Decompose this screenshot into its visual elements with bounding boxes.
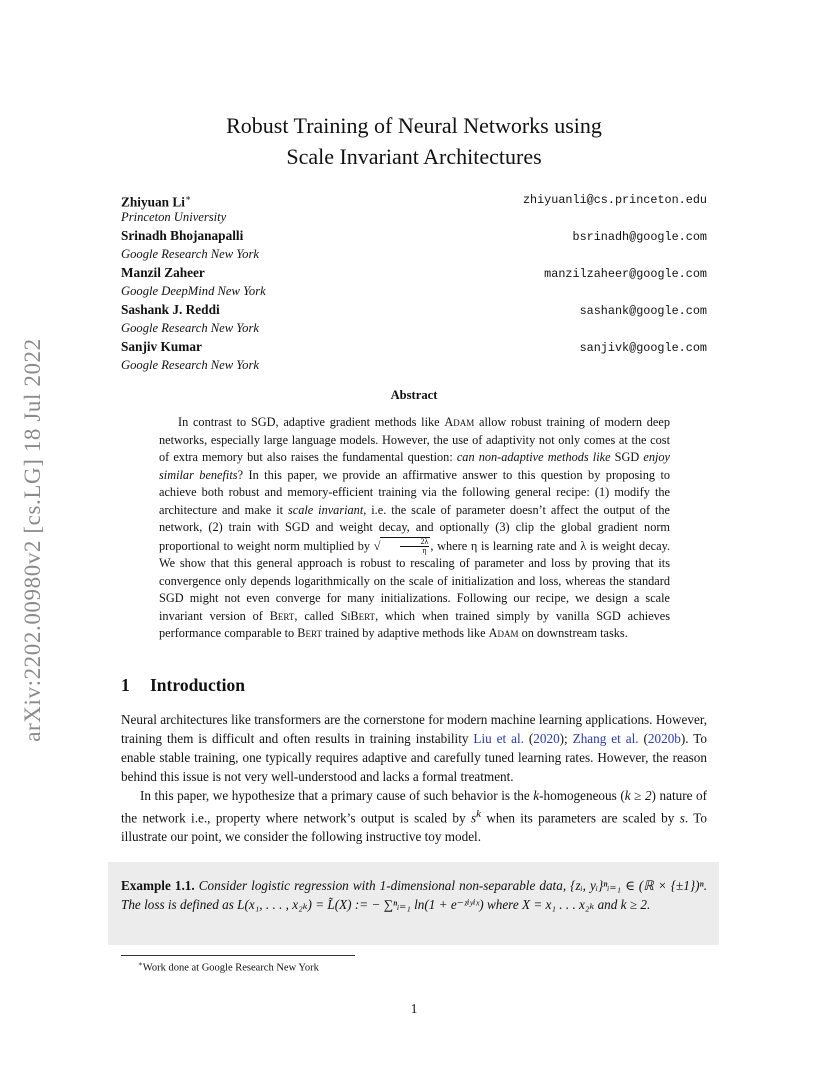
author-affiliation: Google Research New York: [121, 247, 259, 261]
citation-link-zhang[interactable]: Zhang et al.: [572, 731, 639, 746]
author-block: [121, 338, 707, 375]
author-affiliation: Google Research New York: [121, 358, 259, 372]
example-1-1: [121, 876, 707, 914]
author-name: Sanjiv Kumar: [121, 339, 202, 354]
author-name: Manzil Zaheer: [121, 265, 205, 280]
author-name: Srinadh Bhojanapalli: [121, 228, 244, 243]
author-email: sanjivk@google.com: [579, 341, 707, 355]
intro-paragraph-2: In this paper, we hypothesize that a primary cause of such behavior is the k-homogeneous (k ≥ 2) nature of the network i.e., property where network’s output is scaled by $s^k$ when its parameters are scaled by s. To illustrate our point, we consider the following instructive toy model.: [121, 788, 708, 845]
citation-year-liu[interactable]: 2020: [533, 731, 560, 746]
example-text: Consider logistic regression with 1-dimensional non-separable data, {zᵢ, yᵢ}ⁿᵢ₌₁ ∈ (ℝ × {±1})ⁿ. The loss is defined as L(x₁, . . . , x₂ₖ) = L̃(X) := − ∑ⁿᵢ₌₁ ln(1 + e⁻ᶻⁱʸⁱˣ) where X = x₁ . . . x₂ₖ and k ≥ 2.: [121, 878, 708, 912]
author-block: [121, 227, 707, 264]
author-affiliation: Google Research New York: [121, 321, 259, 335]
title-line-1: Robust Training of Neural Networks using: [226, 113, 602, 138]
author-block: [121, 190, 707, 227]
author-affiliation: Google DeepMind New York: [121, 284, 266, 298]
author-list: [121, 190, 707, 375]
author-name: Zhiyuan Li: [121, 194, 185, 210]
section-heading-introduction: [121, 675, 245, 696]
footnote-text: Work done at Google Research New York: [142, 962, 319, 974]
abstract-paragraph: In contrast to SGD, adaptive gradient methods like Adam allow robust training of modern deep networks, especially large language models. However, the use of adaptivity not only comes at the cost of extra memory but also raises the fundamental question: can non-adaptive methods like SGD enjoy similar benefits? In this paper, we provide an affirmative answer to this question by proposing to achieve both robust and memory-efficient training via the following general recipe: (1) modify the architecture and make it scale invariant, i.e. the scale of parameter doesn’t affect the output of the network, (2) train with SGD and weight decay, and optionally (3) clip the global gradient norm proportional to weight norm multiplied by √ $\frac{2\lambda}{\eta}$ , where η is learning rate and λ is weight decay. We show that this general approach is robust to rescaling of parameter and loss by proving that its convergence only depends logarithmically on the scale of initialization and loss, whereas the standard SGD might not even converge for many initializations. Following our recipe, we design a scale invariant version of Bert, called SiBert, which when trained simply by vanilla SGD achieves performance comparable to Bert trained by adaptive methods like Adam on downstream tasks.: [159, 415, 671, 641]
title-line-2: Scale Invariant Architectures: [286, 144, 542, 169]
arxiv-identifier: arXiv:2202.00980v2 [cs.LG] 18 Jul 2022: [20, 338, 45, 742]
paper-title: [0, 110, 828, 172]
author-block: [121, 301, 707, 338]
author-email: zhiyuanli@cs.princeton.edu: [522, 193, 707, 207]
introduction-body: [121, 710, 707, 846]
citation-link-liu[interactable]: Liu et al.: [473, 731, 524, 746]
section-number: 1: [121, 675, 130, 695]
sqrt-fraction: $\frac{2\lambda}{\eta}$: [380, 537, 430, 556]
footnote: [138, 960, 319, 974]
arxiv-identifier-stamp: [8, 290, 58, 790]
section-title: Introduction: [150, 675, 245, 695]
author-email: sashank@google.com: [579, 304, 707, 318]
author-footnote-mark: ∗: [184, 193, 192, 203]
citation-year-zhang[interactable]: 2020b: [647, 731, 681, 746]
author-email: bsrinadh@google.com: [572, 230, 707, 244]
author-affiliation: Princeton University: [121, 210, 227, 224]
author-block: [121, 264, 707, 301]
example-label: Example 1.1.: [121, 878, 195, 893]
footnote-mark: ∗: [138, 960, 143, 968]
intro-paragraph-1: Neural architectures like transformers are the cornerstone for modern machine learning applications. However, training them is difficult and often results in training instability Liu et al. (2020); Zhang et al. (2020b). To enable stable training, one typically requires adaptive and carefully tuned learning rates. However, the reason behind this issue is not very well-understood and lacks a formal treatment.: [121, 712, 707, 784]
footnote-rule: [121, 955, 355, 956]
page-number: 1: [410, 1001, 418, 1016]
abstract-heading: Abstract: [390, 388, 438, 402]
author-name: Sashank J. Reddi: [121, 302, 220, 317]
author-email: manzilzaheer@google.com: [544, 267, 707, 281]
abstract-body: [159, 414, 670, 643]
